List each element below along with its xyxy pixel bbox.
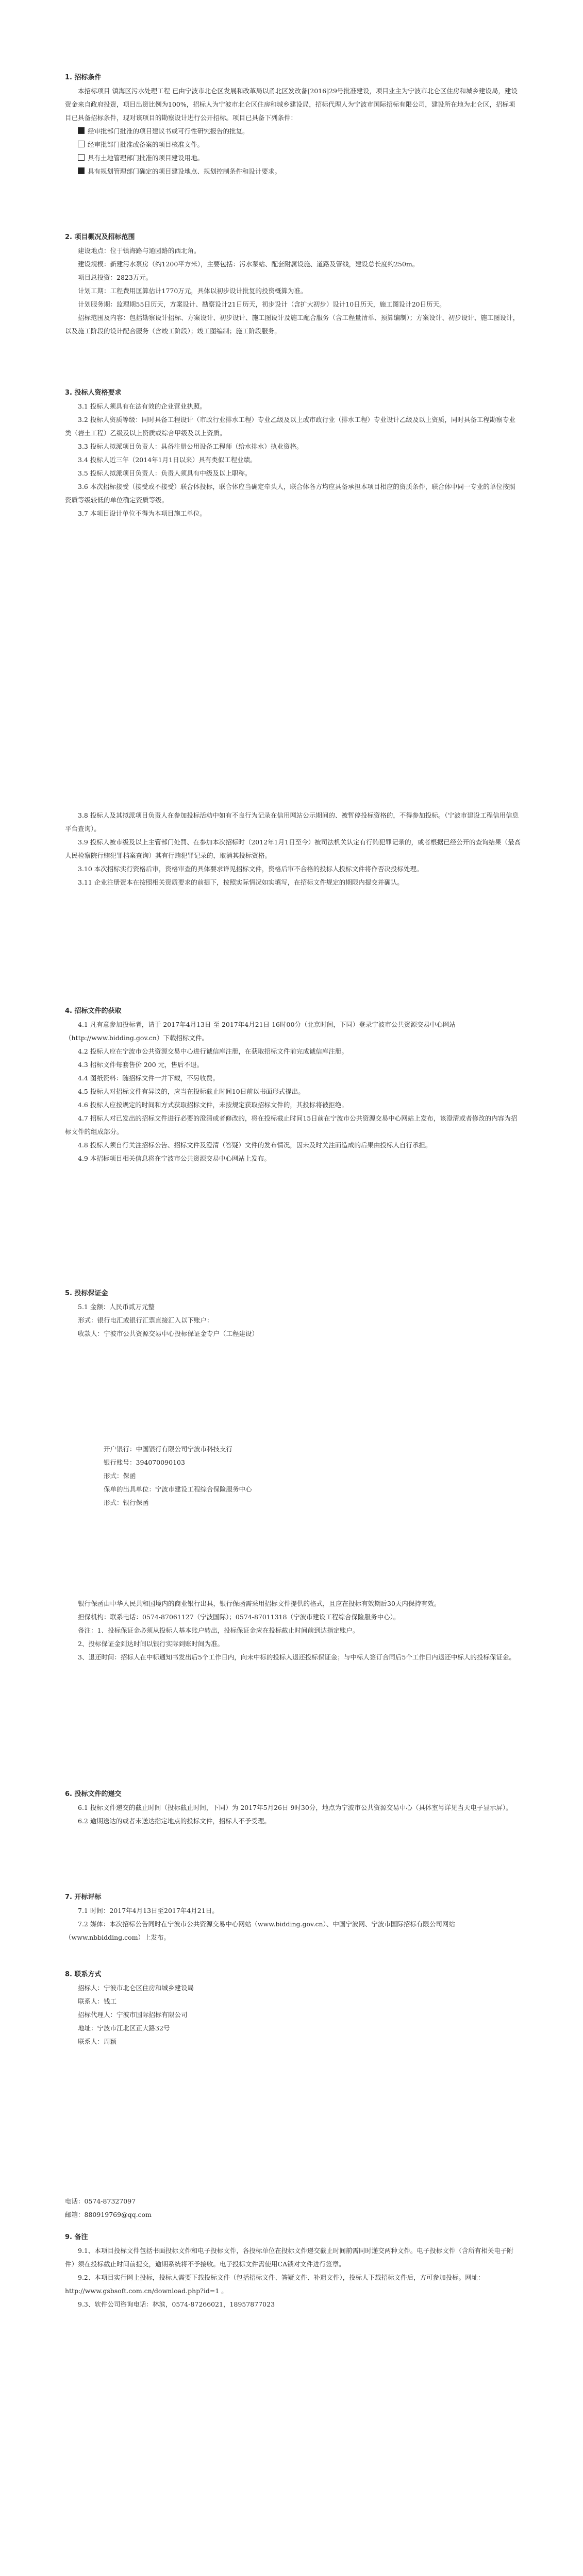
paragraph: 4.8 投标人须自行关注招标公告、招标文件及澄清（答疑）文件的发布情况，因未及时关注而造成的后果由投标人自行承担。 [78,1141,432,1149]
paragraph: 3.2 投标人资质等级：同时具备工程设计（市政行业排水工程）专业乙级及以上或市政行业（排水工程）专业设计乙级及以上资质，同时具备工程勘察专业类（岩土工程）乙级及以上资质或综合甲级及以上资质。 [65,416,515,437]
paragraph: 3.9 投标人被市级及以上主管部门处罚、在参加本次招标时（2012年1月1日至今）被司法机关认定有行贿犯罪记录的，或者根据已经公开的查询结果（最高人民检察院行贿犯罪档案查询）其有行贿犯罪记录的，取消其投标资格。 [65,838,521,859]
paragraph: 3.8 投标人及其拟派项目负责人在参加投标活动中如有不良行为记录在信用网站公示期间的、被暂停投标资格的，不得参加投标。（宁波市建设工程信用信息平台查询）。 [65,811,519,833]
paragraph: 计划服务期：监理期55日历天，方案设计、勘察设计21日历天，初步设计（含扩大初步）设计10日历天，施工图设计20日历天。 [78,300,446,308]
bond-notes [65,1597,521,1664]
paragraph: 7.2 媒体：本次招标公告同时在宁波市公共资源交易中心网站（www.bidding.gov.cn）、中国宁波网、宁波市国际招标有限公司网站（www.nbbidding.com）上发布。 [65,1920,455,1941]
paragraph: 6.2 逾期送达的或者未送达指定地点的投标文件，招标人不予受理。 [78,1817,271,1825]
paragraph: 5.1 金额：人民币贰万元整 [78,1303,155,1311]
section-title: 4. 招标文件的获取 [65,1007,122,1015]
paragraph: 2、投标保证金到达时间以银行实际到账时间为准。 [78,1640,224,1648]
paragraph: 4.5 投标人对招标文件有异议的，应当在投标截止时间10日前以书面形式提出。 [78,1088,305,1095]
paragraph: 9.2、本项目实行网上投标，投标人需要下载投标文件（包括招标文件、答疑文件、补遗文件），投标人下载招标文件后，方可参加投标。网址：http://www.gsbsoft.com.cn/download.php?id=1 。 [65,2274,485,2295]
bank-info [65,1443,521,1510]
paragraph: 联系人：周颖 [78,2038,117,2045]
checked-box-icon [78,127,85,134]
section-bid-bond [65,1287,521,1341]
section-project-overview [65,231,521,338]
paragraph: 9.3、软件公司咨询电话：林滨，0574-87266021，18957877023 [78,2300,275,2308]
paragraph: 形式：银行保函 [104,1499,149,1506]
paragraph: 4.1 凡有意参加投标者，请于 2017年4月13日 至 2017年4月21日 16时00分（北京时间，下同）登录宁波市公共资源交易中心网站（http://www.bidding.gov.cn）下载招标文件。 [65,1021,456,1042]
acquisition-list [65,1018,521,1165]
section-bid-submission [65,1788,521,1828]
paragraph: 4.3 招标文件每套售价 200 元，售后不退。 [78,1061,204,1069]
contact-tel: 电话：0574-87327097 [65,2197,136,2205]
paragraph: 银行账号：394070090103 [104,1459,185,1466]
unchecked-box-icon [78,154,85,161]
paragraph: 招标范围及内容：包括勘察设计招标、方案设计、初步设计、施工图设计及施工配合服务（含工程量清单、预算编制）；方案设计、初步设计、施工图设计，以及施工阶段的设计配合服务（含竣工阶段）；竣工图编制；施工阶段服务。 [65,314,520,335]
paragraph: 3.1 投标人须具有在法有效的企业营业执照。 [78,402,206,410]
section-contact [65,1968,521,2048]
paragraph: 保单的出具单位：宁波市建设工程综合保险服务中心 [104,1485,252,1493]
paragraph: 联系人：钱工 [78,1997,117,2005]
paragraph: 担保机构：联系电话：0574-87061127（宁波国际）；0574-87011318（宁波市建设工程综合保险服务中心）。 [78,1613,400,1621]
paragraph: 形式：保函 [104,1472,136,1480]
section-title: 8. 联系方式 [65,1971,102,1978]
paragraph: 3.4 投标人近三年（2014年1月1日以来）具有类似工程业绩。 [78,456,257,464]
checklist-item [65,151,521,165]
checklist-label: 经审批部门批准或备案的项目核准文件。 [88,141,204,148]
paragraph: 4.2 投标人应在宁波市公共资源交易中心进行诚信库注册，在获取招标文件前完成诚信库注册。 [78,1047,348,1055]
section-title: 3. 投标人资格要求 [65,389,122,397]
contact-extra [65,2195,521,2222]
paragraph: 建设地点：位于镇海路与通园路的西北角。 [78,247,201,255]
paragraph: 4.6 投标人应按规定的时间和方式获取招标文件，未按规定获取招标文件的，其投标将被拒绝。 [78,1101,348,1109]
checklist-item [65,138,521,151]
paragraph: 银行保函由中华人民共和国境内的商业银行出具，银行保函需采用招标文件提供的格式，且应在投标有效期后30天内保持有效。 [78,1600,441,1607]
section-tender-conditions [65,71,521,178]
paragraph: 4.7 招标人对已发出的招标文件进行必要的澄清或者修改的，将在投标截止时间15日前在宁波市公共资源交易中心网站上发布，该澄清或者修改的内容为招标文件的组成部分。 [65,1114,518,1136]
checklist-label: 具有规划管理部门确定的项目建设地点、规划控制条件和设计要求。 [88,167,281,175]
section-qualification-continued [65,809,521,889]
paragraph: 地址：宁波市江北区正大路32号 [78,2024,170,2032]
publication-list [65,1904,521,1944]
paragraph: 3.6 本次招标接受（接受或不接受）联合体投标，联合体应当确定牵头人，联合体各方均应具备承担本项目相应的资质条件，联合体中同一专业的单位按照资质等级较低的单位确定资质等级。 [65,483,515,504]
paragraph: 3.11 企业注册资本在按照相关资质要求的前提下，按照实际情况如实填写，在招标文件规定的期限内提交并确认。 [78,878,404,886]
section-bidder-qualification [65,386,521,520]
checklist-item [65,165,521,178]
paragraph: 3、退还时间：招标人在中标通知书发出后5个工作日内，向未中标的投标人退还投标保证金；与中标人签订合同后5个工作日内退还中标人的投标保证金。 [78,1653,515,1661]
paragraph: 3.5 投标人拟派项目负责人：负责人须具有中级及以上职称。 [78,469,252,477]
checked-box-icon [78,167,85,174]
remarks-list [65,2244,521,2311]
submission-list [65,1801,521,1828]
overview-lines [65,244,521,338]
bank-lines [65,1443,521,1510]
section-title: 6. 投标文件的递交 [65,1790,122,1798]
paragraph: 6.1 投标文件递交的截止时间（投标截止时间，下同）为 2017年5月26日 9时30分，地点为宁波市公共资源交易中心（具体室号详见当天电子显示屏）。 [78,1804,512,1811]
paragraph: 4.9 本招标项目相关信息将在宁波市公共资源交易中心网站上发布。 [78,1155,271,1162]
paragraph: 收款人：宁波市公共资源交易中心投标保证金专户（工程建设） [78,1330,259,1337]
section-title: 5. 投标保证金 [65,1290,108,1297]
section-title: 2. 项目概况及招标范围 [65,233,135,241]
section-title: 9. 备注 [65,2233,88,2241]
contact-list [65,1981,521,2048]
section-publication [65,1891,521,1944]
unchecked-box-icon [78,141,85,147]
paragraph: 3.7 本项目设计单位不得为本项目施工单位。 [78,510,206,517]
bond-note-lines [65,1597,521,1664]
section-remarks [65,2231,521,2311]
paragraph: 备注：1、投标保证金必须从投标人基本账户转出，投标保证金应在投标截止时间前到达指定账户。 [78,1626,359,1634]
section-document-acquisition [65,1005,521,1165]
paragraph: 本招标项目 镇海区污水处理工程 已由宁波市北仑区发展和改革局以甬北区发改备[2016]29号批准建设，项目业主为宁波市北仑区住房和城乡建设局，建设资金来自政府投资，项目出资比例为100%，招标人为宁波市北仑区住房和城乡建设局，招标代理人为宁波市国际招标有限公司，建设所在地为北仑区，招标项目已具备招标条件，现对该项目的勘察设计进行公开招标。项目已具备下列条件： [65,87,518,122]
paragraph: 项目总投资：2823万元。 [78,274,153,281]
section-title: 1. 招标条件 [65,74,102,81]
paragraph: 开户银行：中国银行有限公司宁波市科技支行 [104,1445,233,1453]
paragraph: 4.4 图纸资料：随招标文件一并下载，不另收费。 [78,1074,219,1082]
paragraph: 招标人：宁波市北仑区住房和城乡建设局 [78,1984,194,1992]
paragraph: 3.10 本次招标实行资格后审，资格审查的具体要求详见招标文件，资格后审不合格的投标人投标文件将作否决投标处理。 [78,865,423,873]
paragraph: 计划工期：工程费用匡算估计1770万元，具体以初步设计批复的投资概算为准。 [78,287,307,295]
paragraph: 9.1、本项目投标文件包括书面投标文件和电子投标文件，各投标单位在投标文件递交截止时间前需同时递交两种文件。电子投标文件（含所有相关电子附件）须在投标截止时间前提交，逾期系统将不予接收。电子投标文件需使用CA锁对文件进行签章。 [65,2247,513,2268]
qualification-list [65,400,521,520]
paragraph: 7.1 时间：2017年4月13日至2017年4月21日。 [78,1907,219,1914]
checklist-item [65,125,521,138]
section-title: 7. 开标评标 [65,1893,102,1901]
paragraph: 建设规模：新建污水泵房（约1200平方米），主要包括：污水泵站、配套附属设施、道路及管线，建设总长度约250m。 [78,260,419,268]
paragraph: 招标代理人：宁波市国际招标有限公司 [78,2011,188,2019]
checklist-label: 经审批部门批准的项目建议书或可行性研究报告的批复。 [88,127,249,135]
bond-details [65,1300,521,1341]
paragraph: 形式：银行电汇或银行汇票直接汇入以下账户： [78,1316,213,1324]
condition-checklist [65,125,521,178]
qualification-notes [65,809,521,889]
contact-email: 邮箱：880919769@qq.com [65,2211,152,2218]
paragraph: 3.3 投标人拟派项目负责人：具备注册公用设备工程师（给水排水）执业资格。 [78,443,303,450]
checklist-label: 具有土地管理部门批准的项目建设用地。 [88,154,204,162]
